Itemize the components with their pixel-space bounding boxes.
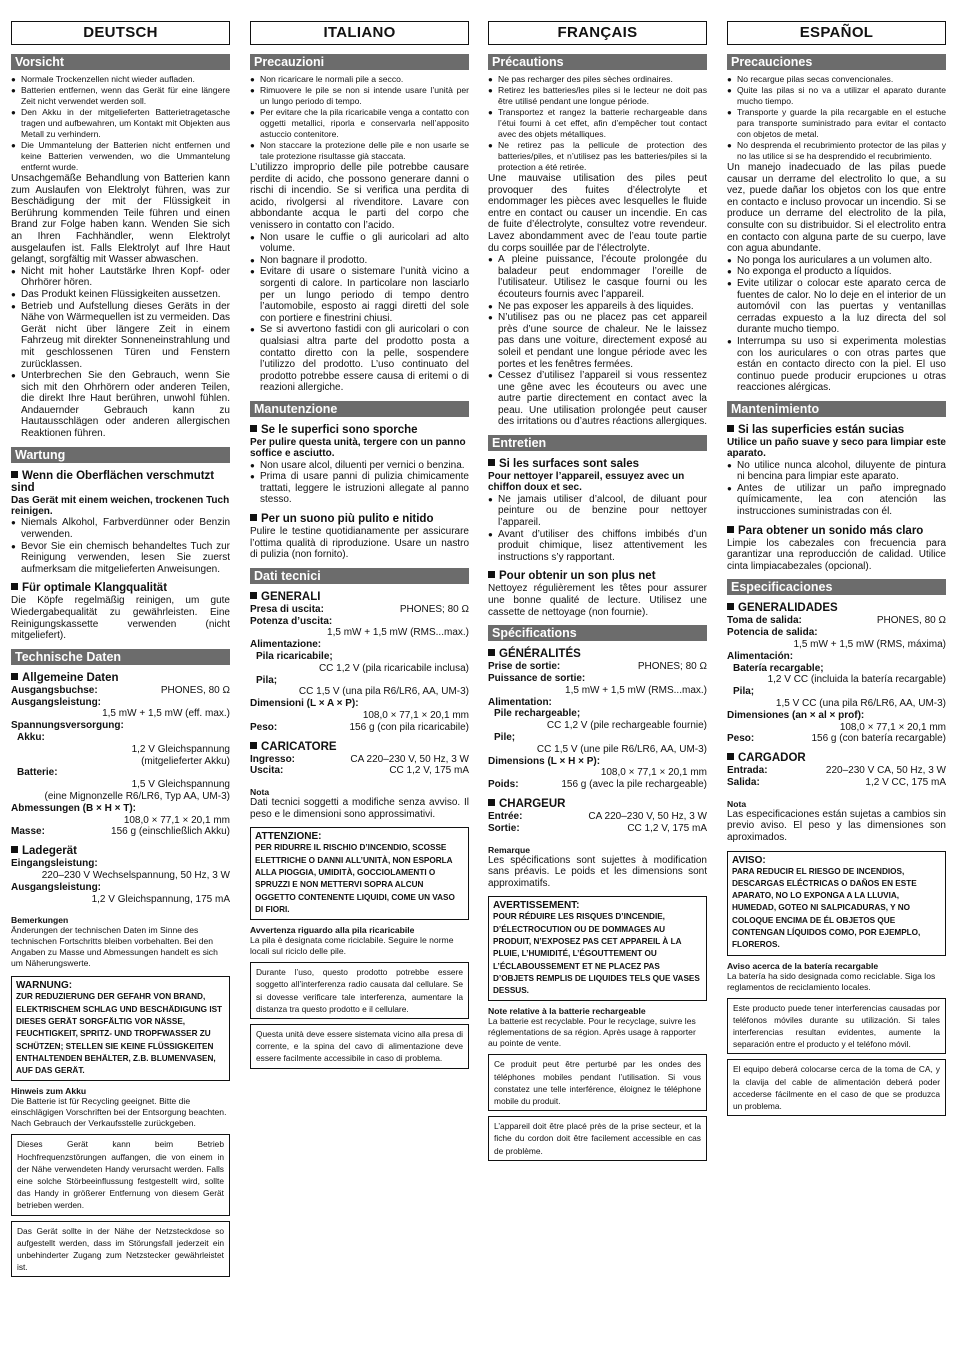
remark-text: Dati tecnici soggetti a modifiche senza avviso. Il peso e le dimensioni sono approssimativi. [250,797,469,820]
warning-title: WARNUNG: [16,980,73,992]
spec-row-input [727,765,946,777]
spec-charger-block [11,858,230,905]
interference-notice-box: Dieses Gerät kann beim Betrieb Hochfrequenzstörungen auffangen, die von einem in der Nähe verwendeten Handy verursacht werden. Falls eine solche Störbeeinflussung festgestellt wird, sollte das Handy in größerer Entfernung von diesem Gerät betrieben werden. [11,1134,230,1215]
maintenance-heading-surfaces [727,424,946,436]
spec-key: Ausgangsbuchse: [11,684,98,696]
spec-key-dimensions: Dimensions (L × H × P): [488,755,601,767]
spec-value: CC 1,2 V, 175 mA [627,822,707,834]
bullet-item: ● Unterbrechen Sie den Gebrauch, wenn Sie sich mit den Ohrhörern oder anderen Teilen, die direkt Ihre Haut berühren, unwohl fühlen. Andauernder Gebrauch kann zu Hautausschlägen oder anderen allergischen Reaktionen führen. [11,370,230,440]
spec-key-rechargeable: Batería recargable; [733,662,824,674]
bullet-item: ● Ne pas recharger des piles sèches ordinaires. [488,74,707,85]
spec-heading-charger [11,845,230,857]
bullet-item: ● Quite las pilas si no va a utilizar el aparato durante mucho tiempo. [727,85,946,107]
square-bullet-icon [11,846,18,853]
remark-block [488,845,707,890]
spec-key: Entrada: [727,765,768,777]
bullet-item: ● Non usare alcol, diluenti per vernici o benzina. [250,460,469,472]
remark-block [11,915,230,969]
bullet-item: ● Avant d’utiliser des chiffons imbibés d’un produit chimique, lisez attentivement les instructions s’y rapportant. [488,529,707,564]
warning-box [488,896,707,1001]
section-header-maintenance: Mantenimiento [727,401,946,417]
maintenance-heading-surfaces [488,458,707,470]
remark-title: Nota [250,787,270,798]
interference-notice-box: Ce produit peut être perturbé par les ondes des téléphones mobiles pendant l’utilisation. Si vous constatez une telle interférence, éloignez le téléphone mobile du produit. [488,1054,707,1111]
spec-key-battery: Pila; [733,686,755,698]
square-bullet-icon [250,742,257,749]
section-header-specifications: Especificaciones [727,579,946,595]
warning-text: PARA REDUCIR EL RIESGO DE INCENDIOS, DESCARGAS ELÉCTRICAS O DAÑOS EN ESTE APARATO, NO LO EXPONGA A LA LLUVIA, HUMEDAD, GOTEO NI SALPICADURAS, Y NO COLOQUE ENCIMA DE ÉL OBJETOS QUE CONTENGAN LÍQUIDOS COMO, POR EJEMPLO, FLOREROS. [732,866,921,950]
spec-value-dimensions: 108,0 × 77,1 × 20,1 mm [123,814,230,826]
bullet-item: ● No exponga el producto a líquidos. [727,266,946,278]
section-header-precautions: Precauzioni [250,54,469,70]
spec-key-supply: Alimentation: [488,696,552,708]
maintenance-heading-text: Se le superfici sono sporche [261,423,418,436]
maintenance-subheading: Das Gerät mit einem weichen, trockenen Tuch reinigen. [11,494,230,518]
remark-title: Bemerkungen [11,915,69,926]
spec-key: Salida: [727,777,760,788]
column-italiano [250,21,469,1069]
warning-text: ZUR REDUZIERUNG DER GEFAHR VON BRAND, ELEKTRISCHEM SCHLAG UND BESCHÄDIGUNG IST DIESES GERÄT SORGFÄLTIG VOR NÄSSE, FEUCHTIGKEIT, SPRITZ- UND TROPFWASSER ZU SCHÜTZEN; STELLEN SIE KEINE FLÜSSIGKEITEN ENTHALTENDEN BEHÄLTER, Z.B. BLUMENVASEN, AUF DAS GERÄT. [16,992,223,1076]
bullet-item: ● Ne retirez pas la pellicule de protection des batteries/piles, et n’utilisez pas les batteries/piles si la protection a été retirée. [488,140,707,173]
square-bullet-icon [488,649,495,656]
section-header-specifications: Spécifications [488,625,707,641]
bullet-item: ● Transporte y guarde la pila recargable en el estuche para transporte suministrado para evitar el contacto con objetos de metal. [727,107,946,140]
spec-heading-charger [727,752,946,764]
remark-text: Las especificaciones están sujetas a cambios sin previo aviso. El peso y las dimensiones son aproximados. [727,808,946,843]
spec-charger-block [250,754,469,778]
maintenance-heading-surfaces [250,424,469,436]
precautions-text: Unsachgemäße Behandlung von Batterien kann zum Auslaufen von Elektrolyt führen, was zur Beschädigung der mit der Flüssigkeit in Berührung kommenden Teile führen und einen Brand zur Folge haben kann. Wenden Sie sich an Ihren Fachhändler, wenn Elektrolyt ausgelaufen ist. Falls Elektrolyt auf Ihre Haut gelangt, sorgfältig mit Wasser abwaschen. [11,173,230,266]
spec-key-supply: Spannungsversorgung: [11,720,124,732]
maintenance-heading-text: Wenn die Oberflächen verschmutzt sind [11,469,215,494]
spec-row-input [488,811,707,823]
spec-heading-text: CHARGEUR [499,797,566,810]
square-bullet-icon [727,753,734,760]
precautions-text: Une mauvaise utilisation des piles peut provoquer des fuites d’électrolyte et endommager les pièces avec lesquelles le fluide entre en contact ou causer un incendie. En cas de fuite d’électrolyte, consultez votre revendeur. Lavez abondamment avec de l’eau toute partie du corps souillée par de l’électrolyte. [488,173,707,254]
battery-note-title: Hinweis zum Akku [11,1086,87,1097]
bullet-item: ● No desprenda el recubrimiento protector de las pilas y no las utilice si se ha desprendido el recubrimiento. [727,140,946,162]
spec-charger-block [727,765,946,789]
power-outlet-notice-box: Das Gerät sollte in der Nähe der Netzsteckdose so aufgestellt werden, dass im Störungsfall jederzeit ein unbehinderter Zugang zum Netzstecker gewährleistet ist. [11,1221,230,1278]
bullet-item: ● Bevor Sie ein chemisch behandeltes Tuch zur Reinigung verwenden, lesen Sie zuerst aufmerksam die mitgelieferten Anweisungen. [11,541,230,576]
spec-heading-text: GÉNÉRALITÉS [499,648,581,661]
maintenance-heading-text: Für optimale Klangqualität [22,582,168,595]
spec-row-mass [488,779,707,791]
spec-key: Sortie: [488,822,520,834]
maintenance-sound-text: Die Köpfe regelmäßig reinigen, um gute Wiedergabequalität zu gewährleisten. Eine Reinigungskassette verwenden (nicht mitgeliefert). [11,595,230,642]
spec-battery-block [250,675,469,699]
warning-title: AVERTISSEMENT: [493,900,580,912]
maintenance-heading-text: Per un suono più pulito e nitido [261,513,434,526]
bullet-item: ● Die Ummantelung der Batterien nicht entfernen und keine Batterien verwenden, wo die Ummantelung entfernt wurde. [11,140,230,173]
battery-note-title: Aviso acerca de la batería recargable [727,960,879,971]
warning-title: AVISO: [732,854,766,866]
spec-rechargeable-block [488,708,707,732]
spec-key-input: Eingangsleistung: [11,858,98,870]
language-title: DEUTSCH [11,21,230,45]
spec-value: 220–230 V CA, 50 Hz, 3 W [825,765,946,777]
maintenance-heading-surfaces [11,470,230,494]
bullet-item: ● Evitare di usare o sistemare l’unità vicino a sorgenti di calore. In particolare non lasciarlo per un lungo periodo di tempo dentro l’automobile, esposto ai raggi diretti del sole con portiere e finestrini chiusi. [250,266,469,324]
square-bullet-icon [11,673,18,680]
spec-value: PHONES, 80 Ω [876,615,946,627]
bullet-item: ● Rimuovere le pile se non si intende usare l’unità per un lungo periodo di tempo. [250,85,469,107]
section-header-specifications: Dati tecnici [250,568,469,584]
spec-value: 156 g (avec la pile rechargeable) [561,779,707,791]
square-bullet-icon [11,583,18,590]
warning-text: PER RIDURRE IL RISCHIO D’INCENDIO, SCOSSE ELETTRICHE O DANNI ALL’UNITÀ, NON ESPORLA ALLA PIOGGIA, UMIDITÀ, GOCCIOLAMENTI O SPRUZZI E NON METTERVI SOPRA ALCUN OGGETTO CONTENENTE LIQUIDI, COME UN VASO DI FIORI. [255,843,455,914]
battery-note-text: La batería ha sido designada como reciclable. Siga los reglamentos de reciclamiento locales. [727,970,936,992]
spec-value-power: 1,5 mW + 1,5 mW (eff. max.) [102,708,230,720]
spec-value-rechargeable-detail: (mitgelieferter Akku) [141,755,230,767]
spec-key-battery: Batterie: [17,767,58,779]
spec-value-rechargeable: 1,2 V CC (incluida la batería recargable) [767,674,946,686]
bullet-item: ● No recargue pilas secas convencionales. [727,74,946,85]
square-bullet-icon [488,571,495,578]
spec-key-dimensions: Dimensioni (L × A × P): [250,698,359,710]
precautions-list-a [488,74,707,173]
spec-value-battery: 1,5 V CC (una pila R6/LR6, AA, UM-3) [775,698,946,710]
spec-heading-general [727,602,946,614]
power-outlet-notice-box: L’appareil doit être placé près de la prise secteur, et la fiche du cordon doit être facilement accessible en cas de problème. [488,1116,707,1161]
spec-key: Poids: [488,779,519,791]
spec-value: 156 g (con pila ricaricabile) [349,721,469,733]
maintenance-sound-text: Limpie los cabezales con frecuencia para garantizar una reproducción de calidad. Utilice cinta limpiacabezales (opcional). [727,537,946,572]
bullet-item: ● N’utilisez pas ou ne placez pas cet appareil près d’une source de chaleur. Ne le laissez pas dans une voiture, directement exposé au soleil et pendant une longue période avec les portes et les fenêtres fermées. [488,312,707,370]
spec-key: Prise de sortie: [488,661,561,673]
spec-value-dimensions: 108,0 × 77,1 × 20,1 mm [839,721,946,733]
precautions-text: Un manejo inadecuado de las pilas puede causar un derrame del electrolito lo que, a su vez, puede dañar los objetos con los que entre en contacto e incluso provocar un incendio. Si se produce un derrame del electrolito de la pila, consulte con su distribuidor. Si el electrolito entra en contacto con alguna parte de su cuerpo, lave con agua abundante. [727,162,946,255]
spec-value-power: 1,5 mW + 1,5 mW (RMS...max.) [327,627,469,639]
spec-value-battery: CC 1,5 V (una pila R6/LR6, AA, UM-3) [298,686,469,698]
spec-value-rechargeable: CC 1,2 V (pila ricaricabile inclusa) [318,662,469,674]
maintenance-list [11,517,230,575]
spec-key-power: Ausgangsleistung: [11,696,102,708]
spec-heading-general [250,591,469,603]
spec-value-battery: CC 1,5 V (une pile R6/LR6, AA, UM-3) [536,743,707,755]
precautions-list-a [727,74,946,162]
square-bullet-icon [250,514,257,521]
spec-row-input [250,754,469,766]
bullet-item: ● Retirez les batteries/les piles si le lecteur ne doit pas être utilisé pendant une longue période. [488,85,707,107]
spec-value: CC 1,2 V, 175 mA [389,765,469,777]
spec-value-dimensions: 108,0 × 77,1 × 20,1 mm [362,710,469,722]
warning-box [250,827,469,920]
maintenance-heading-sound [488,570,707,582]
precautions-list-b [11,266,230,440]
spec-value: 156 g (con batería recargable) [811,733,946,745]
spec-value-dimensions: 108,0 × 77,1 × 20,1 mm [600,767,707,779]
spec-row-jack [250,604,469,616]
section-header-precautions: Vorsicht [11,54,230,70]
bullet-item: ● Normale Trockenzellen nicht wieder aufladen. [11,74,230,85]
column-espanol [727,21,946,1116]
spec-value: PHONES; 80 Ω [399,603,469,615]
column-deutsch [11,21,230,1277]
remark-block [727,799,946,844]
spec-key-output: Ausgangsleistung: [11,881,102,893]
precautions-list-a [250,74,469,162]
spec-key: Peso: [727,733,755,745]
maintenance-sound-text: Nettoyez régulièrement les têtes pour assurer une bonne qualité de lecture. Utilisez une cassette de nettoyage (non fournie). [488,583,707,618]
square-bullet-icon [727,603,734,610]
bullet-item: ● A pleine puissance, l’écoute prolongée du baladeur peut endommager l’oreille de l’utilisateur. Utilisez le casque fourni ou les écouteurs fournis avec l’appareil. [488,254,707,300]
spec-key: Ingresso: [250,753,296,765]
spec-heading-text: Ladegerät [22,845,77,858]
precautions-list-b [488,254,707,428]
spec-key-power: Potencia de salida: [727,627,818,639]
spec-key: Toma de salida: [727,615,802,627]
power-outlet-notice-box: El equipo deberá colocarse cerca de la toma de CA, y la clavija del cable de alimentación deberá poder accederse fácilmente en el caso de que se produzca un problema. [727,1059,946,1116]
spec-key-dimensions: Abmessungen (B × H × T): [11,802,137,814]
spec-key-rechargeable: Pile rechargeable; [494,708,581,720]
spec-charger-block [488,811,707,835]
bullet-item: ● Interrumpa su uso si experimenta molestias con los auriculares o con otras partes que están en contacto directo con la piel. El uso continuo puede producir erupciones u otras reacciones alérgicas. [727,336,946,394]
spec-row-output [488,823,707,835]
bullet-item: ● Per evitare che la pila ricaricabile venga a contatto con oggetti metallici, riporla e conservarla nell’apposito astuccio contenitore. [250,107,469,140]
spec-battery-block [727,686,946,710]
spec-key: Presa di uscita: [250,603,324,615]
spec-key-supply: Alimentación: [727,650,794,662]
maintenance-heading-sound [727,525,946,537]
bullet-item: ● Batterien entfernen, wenn das Gerät für eine längere Zeit nicht verwendet werden soll. [11,85,230,107]
spec-row-jack [488,661,707,673]
bullet-item: ● Transportez et rangez la batterie rechargeable dans l’étui fourni à cet effet, afin d’empêcher tout contact avec des objets métalliques. [488,107,707,140]
maintenance-subheading: Pour nettoyer l’appareil, essuyez avec un chiffon doux et sec. [488,471,685,494]
spec-rechargeable-block [727,663,946,687]
bullet-item: ● Cessez d’utilisez l’appareil si vous ressentez une gêne avec les écouteurs ou avec une autre partie directement en contact avec la peau. Une utilisation prolongée peut causer des irritations ou d’autres réactions allergiques. [488,370,707,428]
spec-rechargeable-block [11,732,230,767]
power-outlet-notice-box: Questa unità deve essere sistemata vicino alla presa di corrente, e la spina del cavo di alimentazione deve essere facilmente accessibile in caso di problema. [250,1024,469,1069]
spec-value-battery: 1,5 V Gleichspannung [131,779,230,791]
bullet-item: ● Den Akku in der mitgelieferten Batterietragetasche tragen und aufbewahren, um Kontakt mit Objekten aus Metall zu verhindern. [11,107,230,140]
spec-key-battery: Pila; [256,674,278,686]
square-bullet-icon [250,592,257,599]
spec-value: CA 220–230 V, 50 Hz, 3 W [588,810,707,822]
maintenance-list [727,460,946,518]
spec-key-dimensions: Dimensiones (an × al × prof): [727,709,865,721]
precautions-list-b [250,232,469,394]
precautions-list-b [727,255,946,394]
spec-heading-text: Allgemeine Daten [22,671,119,684]
spec-row-mass [250,722,469,734]
spec-key: Masse: [11,826,45,838]
spec-key-power: Puissance de sortie: [488,673,586,685]
maintenance-subheading: Per pulire questa unità, tergere con un panno soffice e asciutto. [250,436,466,460]
square-bullet-icon [11,471,18,478]
bullet-item: ● Non ricaricare le normali pile a secco. [250,74,469,85]
battery-note-text: La batterie est recyclable. Pour le recyclage, suivre les réglementations de sa région. Après usage à rapporter au pointe de vente. [488,1016,696,1049]
spec-value: PHONES; 80 Ω [637,661,707,673]
spec-value-power: 1,5 mW + 1,5 mW (RMS...max.) [565,684,707,696]
section-header-maintenance: Manutenzione [250,401,469,417]
spec-heading-charger [488,798,707,810]
warning-box [727,851,946,956]
maintenance-heading-sound [11,582,230,594]
spec-heading-general [488,648,707,660]
language-title: FRANÇAIS [488,21,707,45]
battery-note-text: La pila è designata come riciclabile. Seguire le norme locali sul riciclo delle pile. [250,935,454,957]
section-header-maintenance: Entretien [488,435,707,451]
maintenance-list [250,460,469,506]
maintenance-heading-sound [250,513,469,525]
square-bullet-icon [488,459,495,466]
spec-battery-block [488,732,707,756]
spec-value-input: 220–230 V Wechselspannung, 50 Hz, 3 W [41,869,230,881]
maintenance-heading-text: Si las superficies están sucias [738,423,905,436]
interference-notice-box: Durante l’uso, questo prodotto potrebbe essere soggetto all’interferenza radio causata dal cellulare. Se si dovesse verificare tale interferenza, aumentare la distanza tra questo prodotto e il cellulare. [250,962,469,1019]
bullet-item: ● Non staccare la protezione delle pile e non usarle se tale protezione risultasse già staccata. [250,140,469,162]
spec-value-output: 1,2 V Gleichspannung, 175 mA [91,893,230,905]
spec-value-power: 1,5 mW + 1,5 mW (RMS, máxima) [793,639,946,651]
spec-value: 1,2 V CC, 175 mA [865,777,946,788]
maintenance-subheading: Utilice un paño suave y seco para limpiar este aparato. [727,436,946,460]
bullet-item: ● Ne pas exposer les appareils à des liquides. [488,301,707,313]
spec-row-jack [727,615,946,627]
spec-row-jack [11,685,230,697]
section-header-precautions: Precauciones [727,54,946,70]
spec-value-rechargeable: CC 1,2 V (pile rechargeable fournie) [546,720,707,732]
maintenance-heading-text: Pour obtenir un son plus net [499,570,656,583]
spec-key: Peso: [250,721,278,733]
bullet-item: ● Antes de utilizar un paño impregnado químicamente, lea con atención las instrucciones suministradas con él. [727,483,946,518]
maintenance-list [488,494,707,564]
spec-row-mass [11,826,230,838]
bullet-item: ● Evite utilizar o colocar este aparato cerca de fuentes de calor. No lo deje en el interior de un automóvil con las puertas y ventanillas cerradas expuesto a la luz directa del sol durante mucho tiempo. [727,278,946,336]
spec-row-mass [727,733,946,745]
spec-key-rechargeable: Pila ricaricabile; [256,651,333,663]
bullet-item: ● Non usare le cuffie o gli auricolari ad alto volume. [250,232,469,255]
spec-key: Uscita: [250,765,284,777]
spec-value: 156 g (einschließlich Akku) [111,826,230,838]
interference-notice-box: Este producto puede tener interferencias causadas por teléfonos móviles durante su utilización. Si tales interferencias resultan evidentes, aumente la separación entre el producto y el teléfono móvil. [727,998,946,1055]
remark-block [250,787,469,820]
bullet-item: ● Betrieb und Aufstellung dieses Geräts in der Nähe von Wärmequellen ist zu vermeiden. Das Gerät nicht über längere Zeit in einem Fahrzeug mit direkter Sonneneinstrahlung und mit geschlossenen Türen und Fenstern zurücklassen. [11,301,230,371]
remark-text: Änderungen der technischen Daten im Sinne des technischen Fortschritts bleiben vorbehalten. Bei den Angaben zu Masse und Abmessungen handelt es sich um Näherungswerte. [11,925,218,969]
precautions-list-a [11,74,230,173]
column-francais [488,21,707,1161]
remark-title: Remarque [488,844,531,855]
bullet-item: ● No utilice nunca alcohol, diluyente de pintura ni bencina para limpiar este aparato. [727,460,946,483]
spec-heading-text: CARGADOR [738,752,806,765]
spec-value-rechargeable: 1,2 V Gleichspannung [131,743,230,755]
remark-text: Les spécifications sont sujettes à modification sans préavis. Le poids et les dimensions sont approximatifs. [488,854,707,889]
language-title: ESPAÑOL [727,21,946,45]
spec-battery-block [11,767,230,802]
square-bullet-icon [727,526,734,533]
square-bullet-icon [727,425,734,432]
warning-title: ATTENZIONE: [255,831,322,843]
bullet-item: ● Non bagnare il prodotto. [250,255,469,267]
square-bullet-icon [250,425,257,432]
spec-key-rechargeable: Akku: [17,732,45,743]
spec-key-battery: Pile; [494,732,516,743]
bullet-item: ● Se si avvertono fastidi con gli auricolari o con qualsiasi altra parte del prodotto posta a contatto diretto con la pelle, sospendere l’utilizzo del prodotto. L’uso continuato del prodotto potrebbe essere causa di eritemi o di reazioni allergiche. [250,324,469,394]
bullet-item: ● Prima di usare panni di pulizia chimicamente trattati, leggere le istruzioni allegate al panno stesso. [250,471,469,506]
remark-title: Nota [727,798,747,809]
spec-row-output [727,777,946,789]
spec-heading-text: GENERALI [261,590,321,603]
spec-key: Entrée: [488,810,523,822]
section-header-precautions: Précautions [488,54,707,70]
language-title: ITALIANO [250,21,469,45]
spec-value: PHONES, 80 Ω [160,684,230,696]
spec-key-supply: Alimentazione: [250,639,322,651]
bullet-item: ● No ponga los auriculares a un volumen alto. [727,255,946,267]
maintenance-heading-text: Si les surfaces sont sales [499,458,639,471]
bullet-item: ● Das Produkt keinen Flüssigkeiten aussetzen. [11,289,230,301]
section-header-maintenance: Wartung [11,447,230,463]
spec-heading-charger [250,741,469,753]
battery-note-title: Avvertenza riguardo alla pila ricaricabile [250,925,415,936]
bullet-item: ● Nicht mit hoher Lautstärke Ihren Kopf- oder Ohrhörer hören. [11,266,230,289]
battery-note-title: Note relative à la batterie rechargeable [488,1006,646,1017]
bullet-item: ● Ne jamais utiliser d’alcool, de diluant pour peinture ou de benzine pour nettoyer l’appareil. [488,494,707,529]
precautions-text: L’utilizzo improprio delle pile potrebbe causare perdite di acido, che possono generare danni o rischi di incendio. Se si verifica una perdita di acido, rivolgersi al rivenditore. Lavare con abbondante acqua le parti del corpo che venissero in contatto con l’acido. [250,162,469,231]
maintenance-sound-text: Pulire le testine quotidianamente per assicurare l’ottima qualità di riproduzione. Usare un nastro di pulizia (non fornito). [250,526,469,561]
spec-heading-text: GENERALIDADES [738,602,838,615]
spec-rechargeable-block [250,651,469,675]
warning-box [11,976,230,1081]
square-bullet-icon [488,799,495,806]
battery-note-text: Die Batterie ist für Recycling geeignet. Bitte die einschlägigen Vorschriften bei der Entsorgung beachten. Nach Gebrauch der Verkaufsstelle zurückgeben. [11,1096,227,1129]
bullet-item: ● Niemals Alkohol, Farbverdünner oder Benzin verwenden. [11,517,230,540]
spec-row-output [250,765,469,777]
spec-heading-general [11,672,230,684]
spec-value: CA 220–230 V, 50 Hz, 3 W [350,753,469,765]
section-header-specifications: Technische Daten [11,649,230,665]
spec-heading-text: CARICATORE [261,740,337,753]
spec-value-battery-detail: (eine Mignonzelle R6/LR6, Typ AA, UM-3) [44,790,230,802]
maintenance-heading-text: Para obtener un sonido más claro [738,524,924,537]
warning-text: POUR RÉDUIRE LES RISQUES D’INCENDIE, D’ÉLECTROCUTION OU DE DOMMAGES AU PRODUIT, N’EXPOSEZ PAS CET APPAREIL À LA PLUIE, L’HUMIDITÉ, L’ÉGOUTTEMENT OU L’ÉCLABOUSSEMENT ET NE PLACEZ PAS D’OBJETS REMPLIS DE LIQUIDES TELS QUE VASES DESSUS. [493,912,700,996]
spec-key-power: Potenza d’uscita: [250,615,333,627]
